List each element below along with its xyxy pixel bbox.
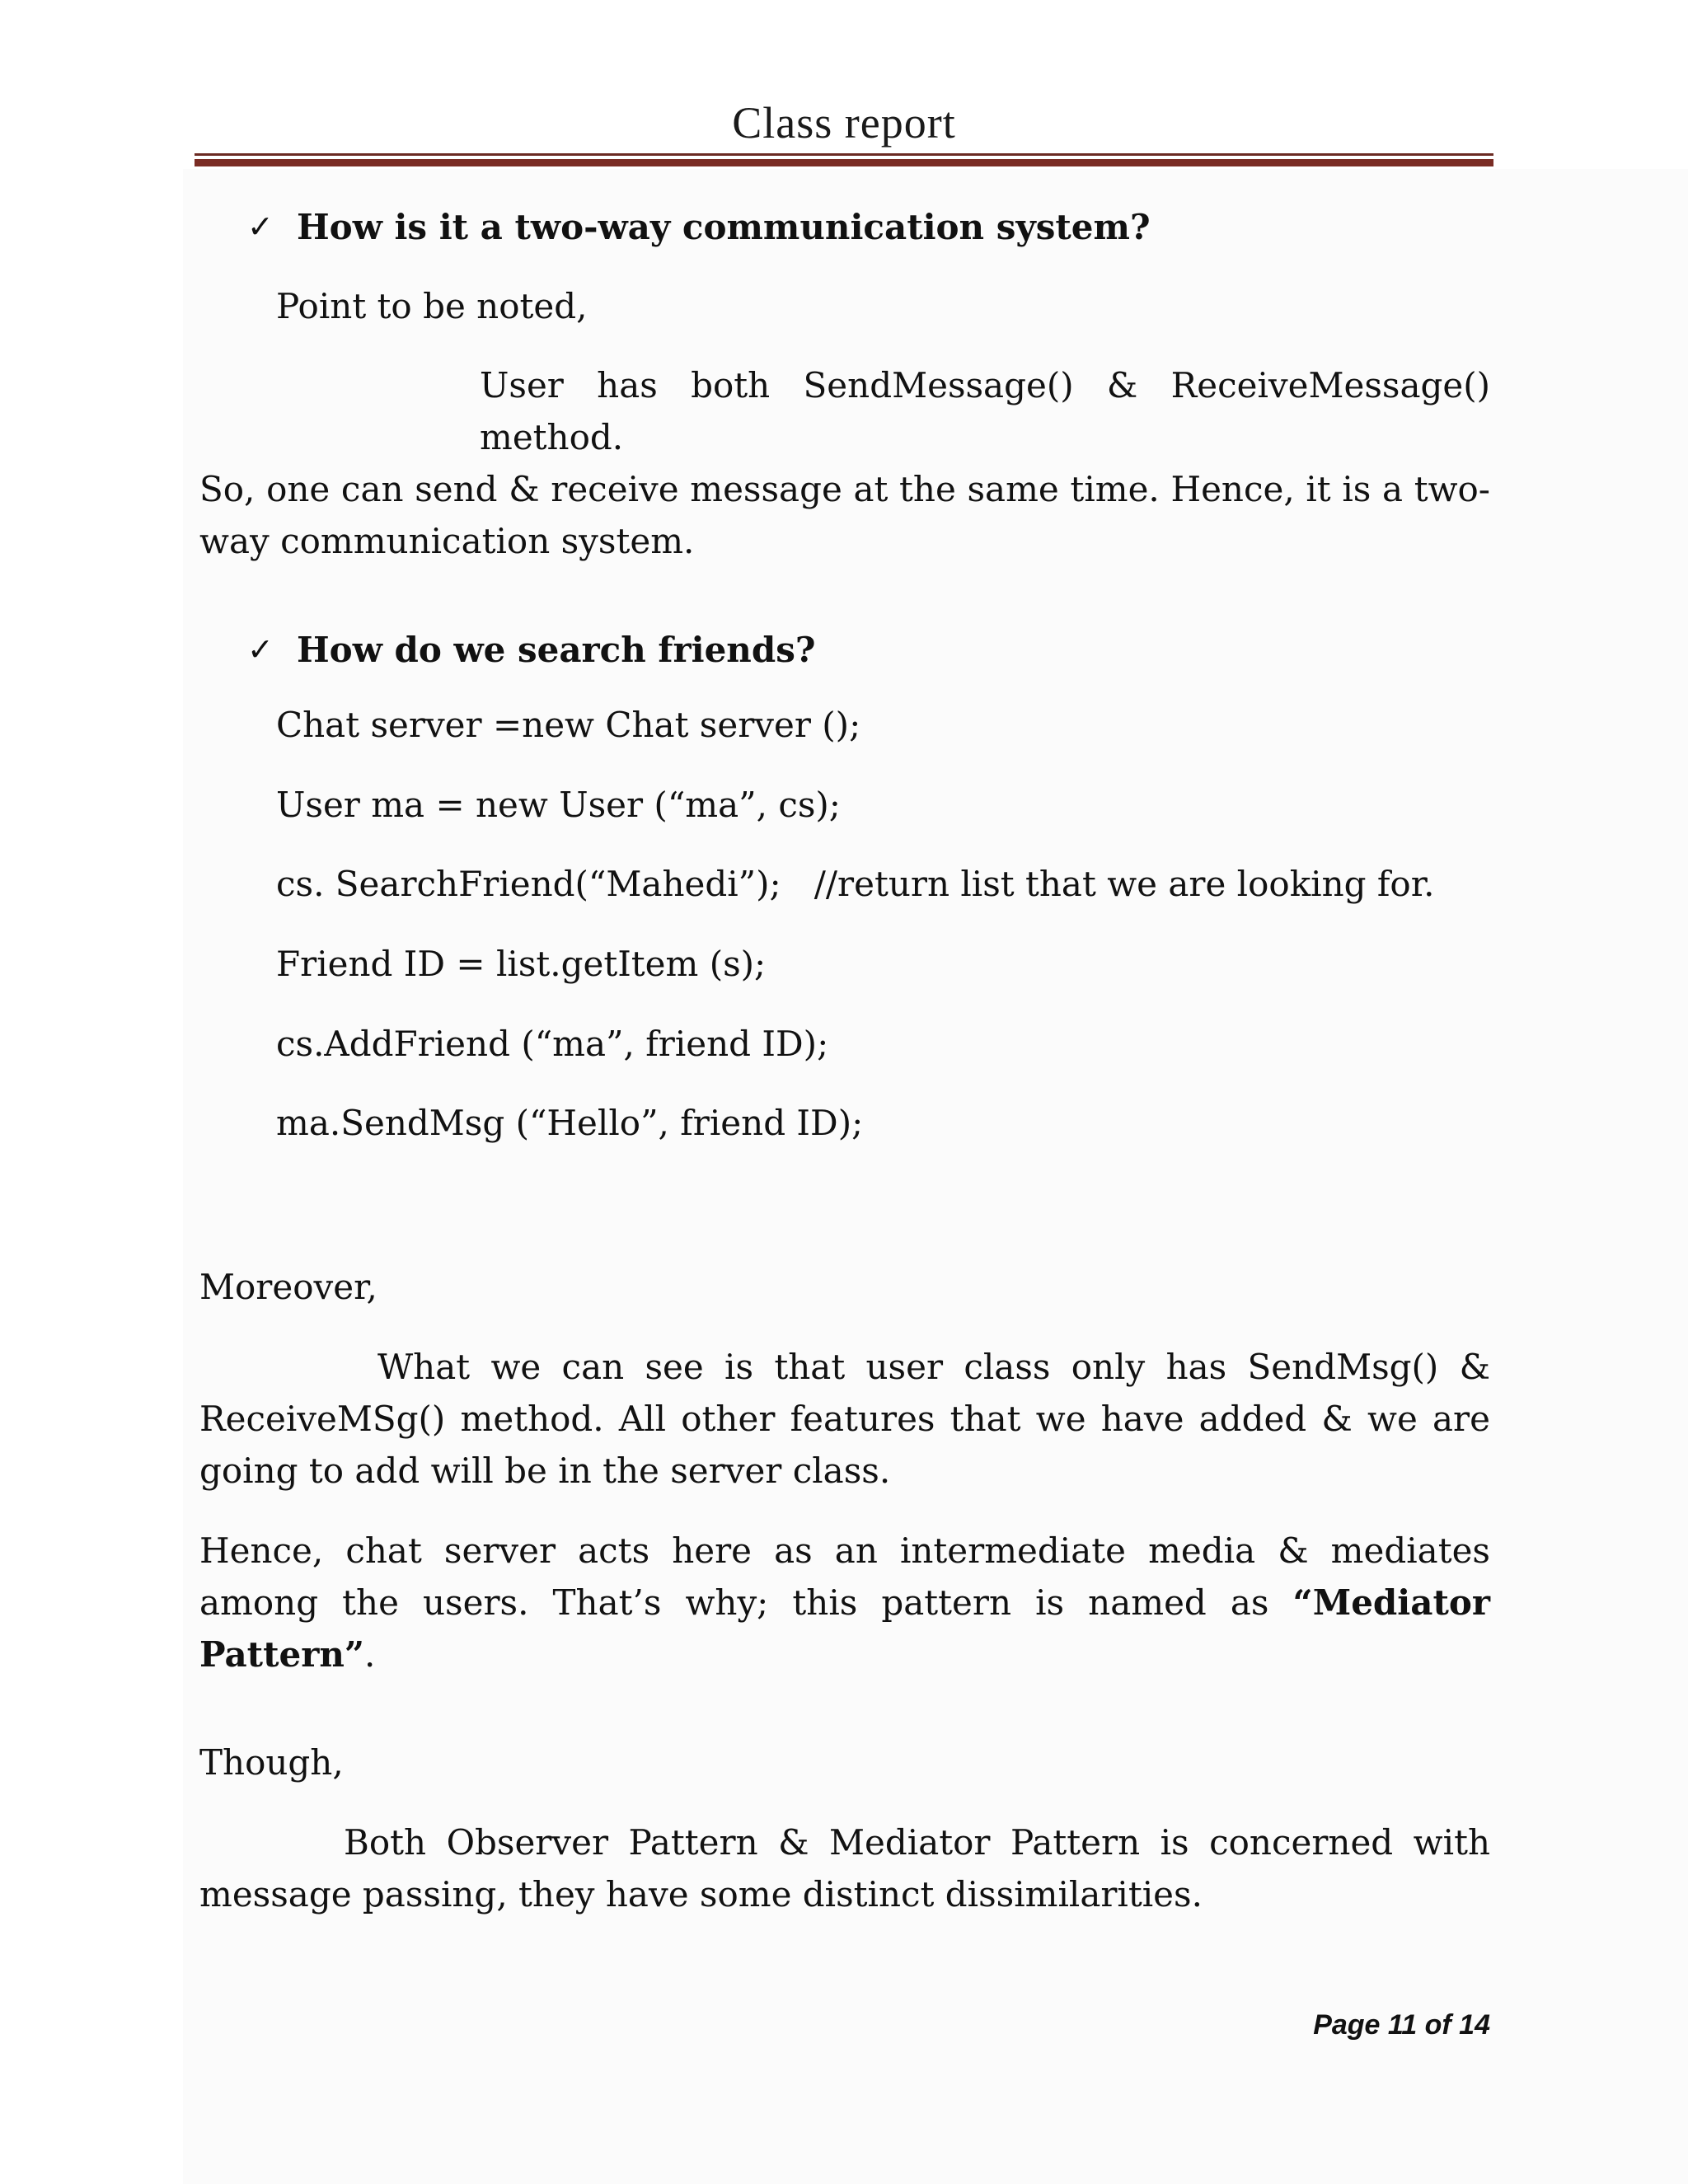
code-line: Friend ID = list.getItem (s);: [276, 944, 767, 984]
checkmark-icon: ✓: [247, 631, 274, 668]
paragraph-moreover: [199, 1341, 1490, 1497]
pattern-name: “Mediator Pattern”: [199, 1582, 1490, 1675]
paragraph-rest: ReceiveMSg() method. All other features that we have added & we are going to add will be in the server class.: [199, 1399, 1490, 1491]
though-label: Though,: [199, 1742, 344, 1783]
paragraph-though: [199, 1816, 1490, 1920]
code-line: cs. SearchFriend(“Mahedi”); //return list that we are looking for.: [276, 864, 1435, 904]
code-line: cs.AddFriend (“ma”, friend ID);: [276, 1024, 829, 1064]
paragraph-rest: So, one can send & receive message at the same time. Hence, it is a two-way communication system.: [199, 469, 1490, 561]
paragraph-first-line: User has both SendMessage() & ReceiveMessage() method.: [480, 365, 1490, 457]
note-label: Point to be noted,: [276, 286, 588, 326]
checkmark-icon: ✓: [247, 209, 274, 245]
section-heading-two-way: [247, 202, 1151, 251]
paragraph-hence: [199, 1525, 1490, 1680]
paragraph-two-way: [199, 359, 1490, 567]
heading-text: How do we search friends?: [297, 629, 816, 670]
hence-end: .: [364, 1634, 376, 1675]
moreover-label: Moreover,: [199, 1267, 377, 1307]
section-heading-search-friends: [247, 625, 815, 674]
paragraph-first-line: Both Observer Pattern & Mediator Pattern is concerned with: [344, 1822, 1490, 1863]
header-rule-thin: [195, 153, 1493, 156]
page-number: Page 11 of 14: [1313, 2009, 1490, 2041]
paragraph-rest: message passing, they have some distinct dissimilarities.: [199, 1874, 1203, 1915]
code-line: Chat server =new Chat server ();: [276, 705, 861, 745]
hence-text: Hence, chat server acts here as an intermediate media & mediates among the users. That’s why; this pattern is named as: [199, 1530, 1490, 1623]
paragraph-first-line: What we can see is that user class only has SendMsg() &: [377, 1347, 1490, 1387]
code-line: ma.SendMsg (“Hello”, friend ID);: [276, 1103, 864, 1143]
heading-text: How is it a two-way communication system?: [297, 206, 1151, 247]
header-title: Class report: [732, 98, 956, 148]
code-line: User ma = new User (“ma”, cs);: [276, 785, 841, 825]
header-rule-thick: [195, 159, 1493, 166]
